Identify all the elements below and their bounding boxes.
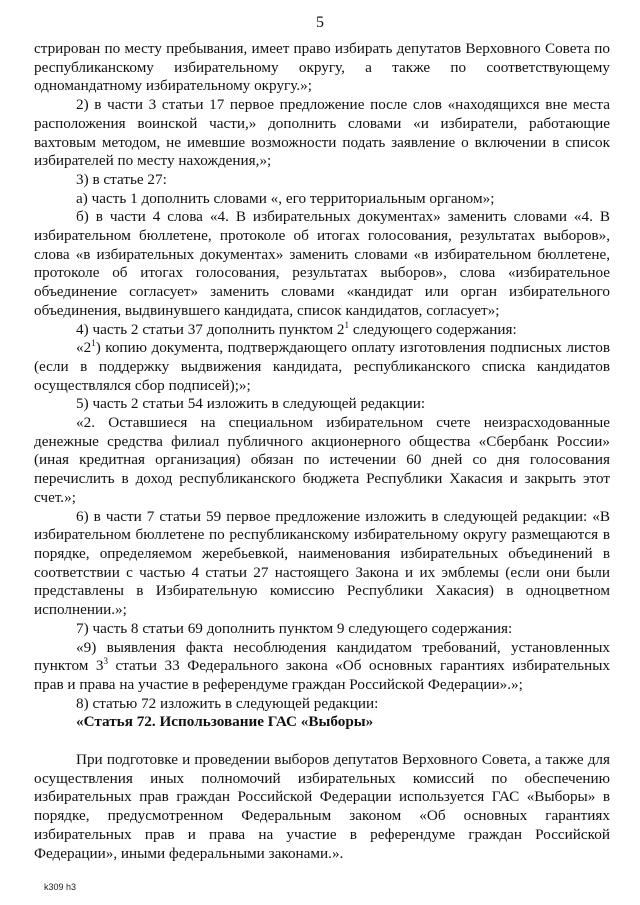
superscript-number: 1 — [91, 338, 96, 349]
paragraph-text: 3) в статье 27: — [76, 170, 167, 188]
paragraph — [34, 695, 610, 714]
paragraph-text: При подготовке и проведении выборов депутатов Верховного Совета, а также для осуществления иных полномочий избирательных комиссий по обеспечению избирательных прав граждан Российской Федерации используется ГАС «Выборы» в порядке, предусмотренном Федеральным законом «Об основных гарантиях избирательных прав и права на участие в референдуме граждан Российской Федерации», иными федеральными законами.». — [34, 751, 610, 862]
paragraph-text: «9) выявления факта несоблюдения кандидатом требований, установленных пунктом 3 — [34, 638, 610, 675]
paragraph — [34, 40, 610, 96]
paragraph — [34, 639, 610, 695]
paragraph — [34, 171, 610, 190]
paragraph — [34, 321, 610, 340]
paragraph-text: 4) часть 2 статьи 37 дополнить пунктом 2 — [76, 320, 345, 338]
paragraph-text: 6) в части 7 статьи 59 первое предложение изложить в следующей редакции: «В избирательном бюллетене по республиканскому избирательному округу размещаются в порядке, определяемом жеребьевкой, наименования избирательных объединений в соответствии с частью 4 статьи 27 настоящего Закона и их эмблемы (если они были представлены в Избирательную комиссию Республики Хакасия) в одноцветном исполнении.»; — [34, 507, 610, 619]
paragraph-text: б) в части 4 слова «4. В избирательных документах» заменить словами «4. В избирательном бюллетене, протоколе об итогах голосования, результатах выборов», слова «в избирательных документах» заменить словами «в избирательном бюллетене, протоколе об итогах голосования, результатах выборов», слова «избирательное объединение согласует» заменить словами «кандидат или орган избирательного объединения, выдвинувшего кандидата, список кандидатов, согласует»; — [34, 208, 610, 319]
paragraph-text: «2 — [76, 339, 92, 357]
paragraph-text: а) часть 1 дополнить словами «, его территориальным органом»; — [76, 189, 495, 207]
paragraph — [34, 190, 610, 209]
article-heading — [34, 713, 610, 732]
paragraph-text: 5) часть 2 статьи 54 изложить в следующей редакции: — [76, 395, 426, 413]
document-body — [34, 40, 610, 863]
page-number: 5 — [316, 14, 324, 31]
paragraph-text: «Статья 72. Использование ГАС «Выборы» — [76, 713, 374, 731]
paragraph-text-tail: ) копию документа, подтверждающего оплату изготовления подписных листов (если в поддержку выдвижения кандидата, республиканского списка кандидатов осуществлялся сбор подписей);»; — [34, 339, 610, 394]
document-code: k309 h3 — [44, 882, 77, 892]
paragraph — [34, 339, 610, 395]
paragraph-text: 2) в части 3 статьи 17 первое предложение после слов «находящихся вне места расположения воинской части,» дополнить словами «и избиратели, работающие вахтовым методом, не имевшие возможности подать заявление о включении в список избирателей по месту нахождения,»; — [34, 96, 610, 170]
paragraph-text: 8) статью 72 изложить в следующей редакции: — [76, 694, 379, 712]
paragraph-text: стрирован по месту пребывания, имеет право избирать депутатов Верховного Совета по республиканскому избирательному округу, а также по соответствующему одномандатному избирательному округу.»; — [34, 40, 610, 95]
paragraph-text-tail: статьи 33 Федерального закона «Об основных гарантиях избирательных прав и права на участие в референдуме граждан Российской Федерации».»; — [34, 657, 610, 693]
paragraph-text-tail: следующего содержания: — [349, 320, 517, 338]
paragraph — [34, 208, 610, 320]
superscript-number: 3 — [103, 656, 108, 667]
paragraph — [34, 414, 610, 508]
paragraph-text: «2. Оставшиеся на специальном избирательном счете неизрасходованные денежные средства филиал публичного акционерного общества «Сбербанк России» (иная кредитная организация) обязан по истечении 60 дней со дня голосования перечислить в доход республиканского бюджета Республики Хакасия и закрыть этот счет.»; — [34, 414, 610, 506]
paragraph — [34, 96, 610, 171]
paragraph — [34, 620, 610, 639]
paragraph-text: 7) часть 8 статьи 69 дополнить пунктом 9 следующего содержания: — [76, 619, 513, 637]
superscript-number: 1 — [344, 319, 350, 330]
paragraph — [34, 395, 610, 414]
paragraph — [34, 751, 610, 863]
paragraph — [34, 508, 610, 620]
